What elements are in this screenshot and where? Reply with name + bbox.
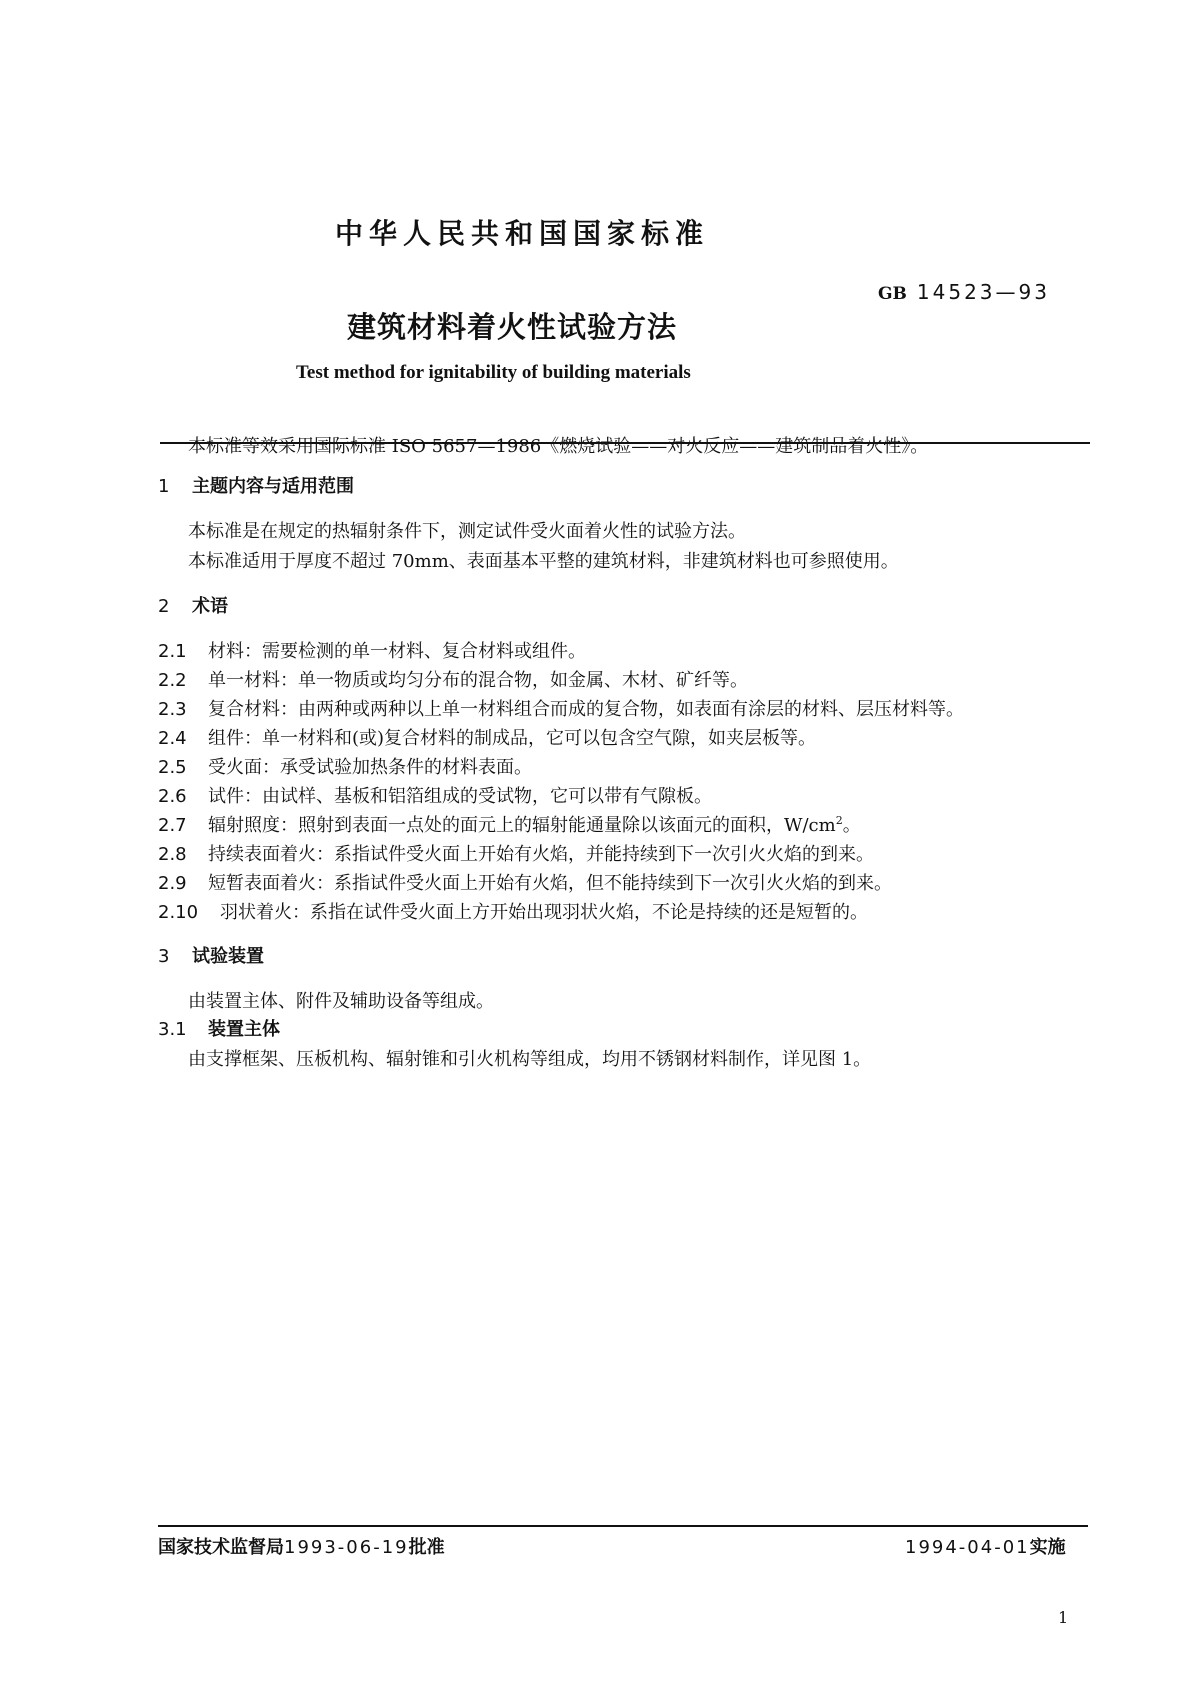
national-standard-heading: 中华人民共和国国家标准	[335, 217, 710, 250]
implementation-date: 1994-04-01	[905, 1537, 1030, 1558]
superscript-exponent: 2	[835, 814, 843, 827]
term-number: 2.5	[158, 757, 187, 778]
term-text: 羽状着火：系指在试件受火面上方开始出现羽状火焰，不论是持续的还是短暂的。	[220, 902, 868, 923]
term-text: 复合材料：由两种或两种以上单一材料组合而成的复合物，如表面有涂层的材料、层压材料等。	[208, 699, 964, 720]
section-1-paragraph-2: 本标准适用于厚度不超过 70mm、表面基本平整的建筑材料，非建筑材料也可参照使用。	[188, 551, 899, 572]
term-2-9	[158, 869, 892, 895]
standard-code-prefix: GB	[878, 284, 907, 304]
approval-org: 国家技术监督局	[158, 1537, 284, 1558]
subsection-3-1-number: 3.1	[158, 1019, 187, 1040]
approval-line	[158, 1533, 445, 1559]
section-3-paragraph: 由装置主体、附件及辅助设备等组成。	[188, 991, 494, 1012]
approval-word: 批准	[408, 1537, 445, 1558]
term-number: 2.3	[158, 699, 187, 720]
document-title-en: Test method for ignitability of building materials	[296, 362, 691, 383]
term-number: 2.2	[158, 670, 187, 691]
section-3-title: 试验装置	[192, 946, 264, 967]
term-text: 试件：由试样、基板和铝箔组成的受试物，它可以带有气隙板。	[208, 786, 712, 807]
term-text-end: 。	[842, 815, 861, 836]
implementation-word: 实施	[1029, 1537, 1066, 1558]
footer-divider	[158, 1525, 1088, 1527]
term-text: 材料：需要检测的单一材料、复合材料或组件。	[208, 641, 586, 662]
term-text: 单一材料：单一物质或均匀分布的混合物，如金属、木材、矿纤等。	[208, 670, 748, 691]
subsection-3-1-title: 装置主体	[208, 1019, 280, 1040]
term-number: 2.1	[158, 641, 187, 662]
section-3-number: 3	[158, 946, 170, 967]
term-2-5	[158, 753, 532, 779]
term-number: 2.10	[158, 902, 199, 923]
page-number: 1	[1058, 1608, 1069, 1627]
subsection-3-1-heading	[158, 1015, 280, 1041]
term-number: 2.9	[158, 873, 187, 894]
section-2-number: 2	[158, 596, 170, 617]
term-2-6	[158, 782, 712, 808]
term-text: 持续表面着火：系指试件受火面上开始有火焰，并能持续到下一次引火火焰的到来。	[208, 844, 874, 865]
term-2-7	[158, 811, 861, 837]
term-text: 组件：单一材料和(或)复合材料的制成品，它可以包含空气隙，如夹层板等。	[208, 728, 817, 749]
section-2-heading	[158, 592, 228, 618]
section-3-heading	[158, 942, 264, 968]
term-2-4	[158, 724, 816, 750]
approval-date: 1993-06-19	[284, 1537, 409, 1558]
term-number: 2.6	[158, 786, 187, 807]
standard-code-number: 14523—93	[916, 280, 1050, 304]
term-2-10	[158, 898, 868, 924]
term-2-1	[158, 637, 586, 663]
section-1-title: 主题内容与适用范围	[192, 476, 354, 497]
section-1-heading	[158, 472, 354, 498]
standard-code	[878, 280, 1050, 304]
intro-paragraph: 本标准等效采用国际标准 ISO 5657—1986《燃烧试验——对火反应——建筑制品着火性》。	[188, 436, 929, 457]
section-1-number: 1	[158, 476, 170, 497]
term-2-8	[158, 840, 874, 866]
subsection-3-1-paragraph: 由支撑框架、压板机构、辐射锥和引火机构等组成，均用不锈钢材料制作，详见图 1。	[188, 1049, 872, 1070]
term-text: 辐射照度：照射到表面一点处的面元上的辐射能通量除以该面元的面积，W/cm	[208, 815, 836, 836]
implementation-line	[905, 1533, 1066, 1559]
section-1-paragraph-1: 本标准是在规定的热辐射条件下，测定试件受火面着火性的试验方法。	[188, 521, 746, 542]
term-text: 受火面：承受试验加热条件的材料表面。	[208, 757, 532, 778]
section-2-title: 术语	[192, 596, 228, 617]
term-number: 2.4	[158, 728, 187, 749]
document-title-cn: 建筑材料着火性试验方法	[347, 310, 678, 344]
term-text: 短暂表面着火：系指试件受火面上开始有火焰，但不能持续到下一次引火火焰的到来。	[208, 873, 892, 894]
term-number: 2.7	[158, 815, 187, 836]
term-number: 2.8	[158, 844, 187, 865]
term-2-3	[158, 695, 964, 721]
term-2-2	[158, 666, 748, 692]
